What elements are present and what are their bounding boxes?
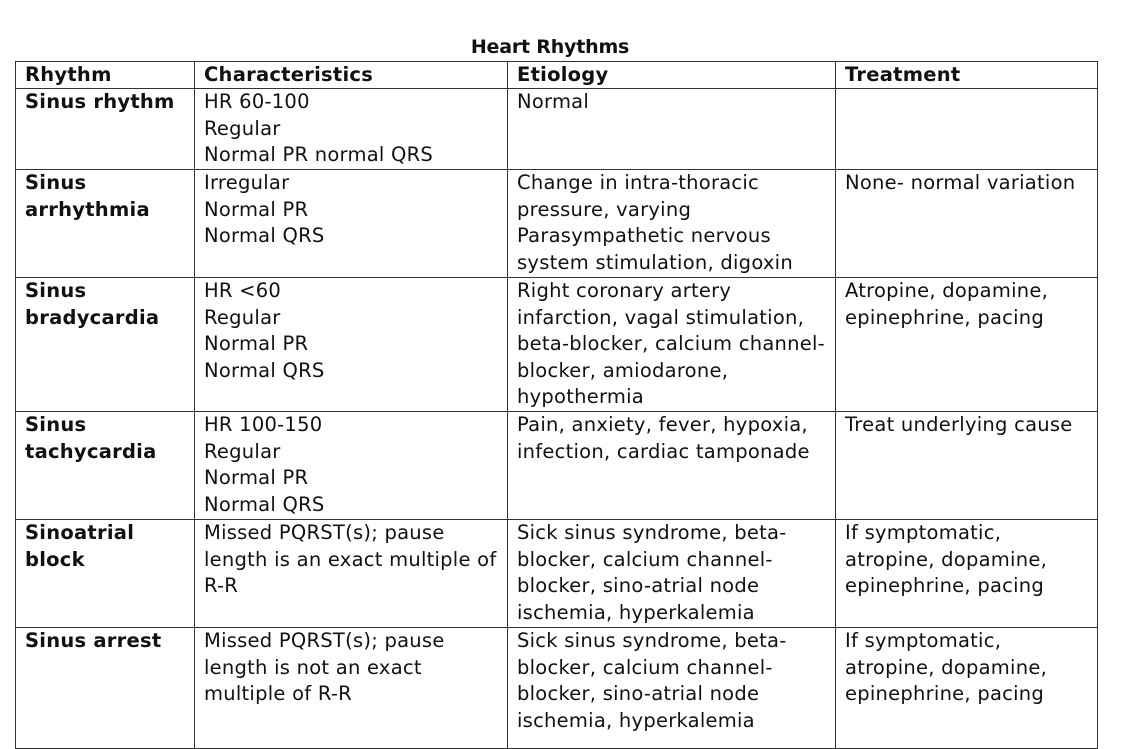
characteristics-line: Missed PQRST(s); pause: [204, 629, 445, 652]
characteristics-cell: [195, 520, 508, 628]
characteristics-line: Normal QRS: [204, 224, 325, 248]
etiology-cell: [508, 628, 836, 749]
treatment-line: Treat underlying cause: [845, 413, 1073, 436]
characteristics-line: Missed PQRST(s); pause: [204, 521, 445, 544]
treatment-line: epinephrine, pacing: [845, 682, 1045, 706]
characteristics-line: Regular: [204, 305, 281, 329]
page-title: Heart Rhythms: [470, 36, 630, 58]
treatment-cell: [836, 170, 1098, 278]
treatment-line: If symptomatic,: [845, 629, 1002, 652]
etiology-line: hypothermia: [517, 385, 644, 409]
treatment-line: Atropine, dopamine,: [845, 279, 1049, 302]
table-row: [16, 278, 1098, 412]
rhythm-cell: [16, 412, 195, 520]
etiology-line: blocker, calcium channel-: [517, 655, 773, 679]
etiology-line: beta-blocker, calcium channel-: [517, 332, 825, 356]
treatment-cell: [836, 412, 1098, 520]
characteristics-cell: [195, 412, 508, 520]
rhythm-line: bradycardia: [25, 305, 160, 329]
rhythm-cell: [16, 278, 195, 412]
etiology-line: pressure, varying: [517, 197, 692, 221]
etiology-cell: [508, 89, 836, 170]
etiology-line: Sick sinus syndrome, beta-: [517, 521, 787, 544]
rhythm-line: Sinus: [25, 171, 87, 194]
etiology-line: blocker, sino-atrial node: [517, 574, 760, 598]
characteristics-line: HR <60: [204, 279, 282, 302]
heart-rhythms-table: [15, 61, 1098, 749]
rhythm-line: Sinus arrest: [25, 629, 162, 652]
characteristics-line: HR 60-100: [204, 90, 310, 113]
header-etiology: Etiology: [508, 62, 836, 89]
table-body: [16, 89, 1098, 749]
table-row: [16, 412, 1098, 520]
rhythm-line: Sinus: [25, 279, 87, 302]
rhythm-line: Sinus: [25, 413, 87, 436]
treatment-line: epinephrine, pacing: [845, 574, 1045, 598]
etiology-line: system stimulation, digoxin: [517, 250, 793, 274]
characteristics-line: Normal PR normal QRS: [204, 143, 434, 167]
etiology-line: infarction, vagal stimulation,: [517, 305, 805, 329]
etiology-line: Normal: [517, 90, 590, 113]
rhythm-line: arrhythmia: [25, 197, 150, 221]
rhythm-cell: [16, 170, 195, 278]
etiology-line: ischemia, hyperkalemia: [517, 708, 755, 732]
etiology-cell: [508, 278, 836, 412]
characteristics-cell: [195, 89, 508, 170]
rhythm-line: tachycardia: [25, 439, 157, 463]
table-row: [16, 89, 1098, 170]
characteristics-cell: [195, 278, 508, 412]
characteristics-line: multiple of R-R: [204, 682, 352, 706]
characteristics-line: Irregular: [204, 171, 290, 194]
characteristics-line: Normal PR: [204, 197, 309, 221]
treatment-cell: [836, 520, 1098, 628]
etiology-line: ischemia, hyperkalemia: [517, 600, 755, 624]
characteristics-cell: [195, 170, 508, 278]
etiology-line: Pain, anxiety, fever, hypoxia,: [517, 413, 808, 436]
rhythm-line: block: [25, 547, 85, 571]
etiology-line: Change in intra-thoracic: [517, 171, 760, 194]
characteristics-line: R-R: [204, 574, 239, 598]
characteristics-line: Normal QRS: [204, 358, 325, 382]
treatment-line: atropine, dopamine,: [845, 655, 1048, 679]
characteristics-line: length is an exact multiple of: [204, 547, 497, 571]
etiology-line: Sick sinus syndrome, beta-: [517, 629, 787, 652]
treatment-line: If symptomatic,: [845, 521, 1002, 544]
characteristics-line: Normal QRS: [204, 492, 325, 516]
characteristics-line: Normal PR: [204, 332, 309, 356]
rhythm-cell: [16, 628, 195, 749]
treatment-cell: [836, 89, 1098, 170]
rhythm-cell: [16, 89, 195, 170]
table-row: [16, 520, 1098, 628]
etiology-line: Right coronary artery: [517, 279, 732, 302]
rhythm-line: Sinoatrial: [25, 521, 135, 544]
etiology-cell: [508, 170, 836, 278]
etiology-cell: [508, 520, 836, 628]
table-row: [16, 170, 1098, 278]
treatment-line: epinephrine, pacing: [845, 305, 1045, 329]
treatment-cell: [836, 628, 1098, 749]
etiology-line: blocker, sino-atrial node: [517, 682, 760, 706]
etiology-line: infection, cardiac tamponade: [517, 439, 810, 463]
characteristics-line: HR 100-150: [204, 413, 323, 436]
characteristics-cell: [195, 628, 508, 749]
etiology-line: blocker, calcium channel-: [517, 547, 773, 571]
table-row: [16, 628, 1098, 749]
characteristics-line: Regular: [204, 439, 281, 463]
etiology-line: Parasympathetic nervous: [517, 224, 771, 248]
treatment-line: None- normal variation: [845, 171, 1076, 194]
header-characteristics: Characteristics: [195, 62, 508, 89]
header-treatment: Treatment: [836, 62, 1098, 89]
characteristics-line: Regular: [204, 116, 281, 140]
etiology-cell: [508, 412, 836, 520]
table-header-row: [16, 62, 1098, 89]
rhythm-line: Sinus rhythm: [25, 90, 175, 113]
header-rhythm: Rhythm: [16, 62, 195, 89]
etiology-line: blocker, amiodarone,: [517, 358, 729, 382]
treatment-cell: [836, 278, 1098, 412]
rhythm-cell: [16, 520, 195, 628]
characteristics-line: Normal PR: [204, 466, 309, 490]
characteristics-line: length is not an exact: [204, 655, 422, 679]
treatment-line: atropine, dopamine,: [845, 547, 1048, 571]
